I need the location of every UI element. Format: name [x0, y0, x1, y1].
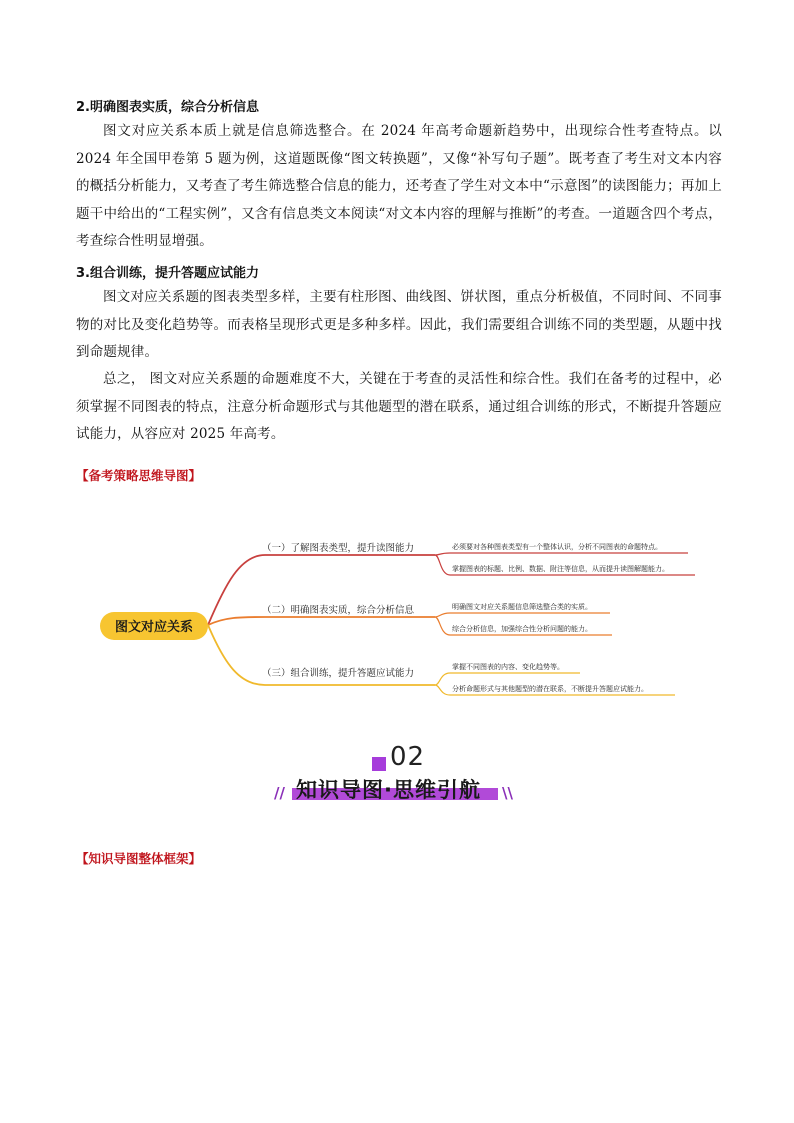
- section-3-heading: 3.组合训练，提升答题应试能力: [76, 266, 259, 281]
- banner-right-slash-icon: \\: [502, 784, 513, 802]
- banner-number: 02: [390, 742, 426, 772]
- branch-2-leaf-2: 综合分析信息，加强综合性分析问题的能力。: [452, 625, 592, 633]
- branch-1-label: （一）了解图表类型，提升读图能力: [262, 543, 415, 554]
- section-2-paragraph: 图文对应关系本质上就是信息筛选整合。在 2024 年高考命题新趋势中，出现综合性考查特点。以 2024 年全国甲卷第 5 题为例，这道题既像“图文转换题”，又像“补写句子题”。既考查了考生对文本内容的概括分析能力，又考查了考生筛选整合信息的能力，还考查了学生对文本中“示意图”的读图能力；再加上题干中给出的“工程实例”，又含有信息类文本阅读“对文本内容的理解与推断”的考查。一道题含四个考点，考查综合性明显增强。: [76, 123, 722, 249]
- strategy-mindmap: [90, 525, 710, 710]
- banner-left-slash-icon: //: [274, 784, 285, 802]
- banner-accent-square: [372, 757, 386, 771]
- branch-1-leaf-1-connector: [435, 553, 688, 555]
- strategy-mindmap-label: 【备考策略思维导图】: [76, 468, 202, 483]
- section-2-heading: 2.明确图表实质，综合分析信息: [76, 100, 259, 115]
- branch-2-leaf-1-connector: [435, 613, 610, 617]
- branch-2-label: （二）明确图表实质，综合分析信息: [262, 605, 415, 616]
- banner-title: 知识导图·思维引航: [296, 778, 481, 802]
- branch-3-label: （三）组合训练，提升答题应试能力: [262, 668, 415, 679]
- summary-paragraph: 总之， 图文对应关系题的命题难度不大，关键在于考查的灵活性和综合性。我们在备考的过程中，必须掌握不同图表的特点，注意分析命题形式与其他题型的潜在联系，通过组合训练的形式，不断提升答题应试能力，从容应对 2025 年高考。: [76, 371, 722, 442]
- section-banner: [270, 738, 524, 808]
- section-3-paragraph: 图文对应关系题的图表类型多样，主要有柱形图、曲线图、饼状图，重点分析极值，不同时间、不同事物的对比及变化趋势等。而表格呈现形式更是多种多样。因此，我们需要组合训练不同的类型题，从题中找到命题规律。: [76, 289, 722, 360]
- branch-2-connector: [208, 617, 435, 625]
- branch-3-leaf-1-connector: [435, 673, 580, 685]
- branch-3-leaf-2: 分析命题形式与其他题型的潜在联系，不断提升答题应试能力。: [452, 685, 648, 693]
- mindmap-root-label: 图文对应关系: [114, 620, 194, 635]
- branch-2-leaf-1: 明确图文对应关系题信息筛选整合类的实质。: [452, 603, 592, 611]
- branch-3-leaf-1: 掌握不同图表的内容、变化趋势等。: [452, 663, 564, 671]
- branch-1-leaf-1: 必须要对各种图表类型有一个整体认识，分析不同图表的命题特点。: [452, 543, 662, 551]
- branch-1-leaf-2: 掌握图表的标题、比例、数据、附注等信息，从而提升读图解题能力。: [452, 565, 669, 573]
- framework-label: 【知识导图整体框架】: [76, 851, 202, 866]
